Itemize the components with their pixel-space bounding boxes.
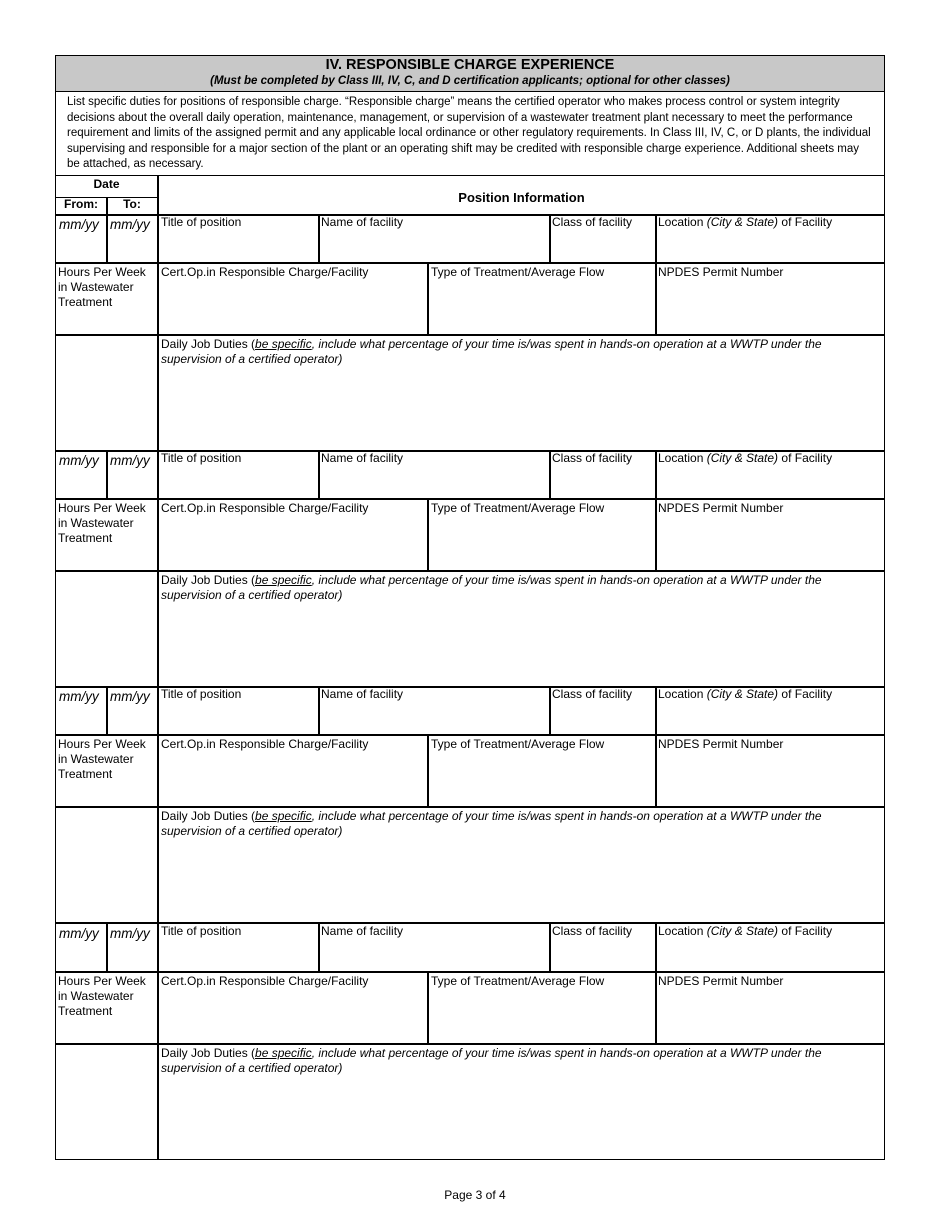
row-divider xyxy=(56,262,884,264)
duties-instructions: , include what percentage of your time is/was spent in hands-on operation at a WWTP under the supervision of a certified operator) xyxy=(161,809,822,838)
from-date-field[interactable]: mm/yy xyxy=(59,926,99,941)
class-of-facility-field[interactable]: Class of facility xyxy=(552,451,633,465)
location-label: Location xyxy=(658,215,707,229)
location-city-state-label: (City & State) xyxy=(706,924,779,938)
location-field[interactable] xyxy=(656,215,883,262)
row-divider xyxy=(56,1043,884,1045)
row-divider xyxy=(56,334,884,336)
row-divider xyxy=(56,806,884,808)
to-header: To: xyxy=(123,197,141,211)
name-of-facility-field[interactable]: Name of facility xyxy=(321,451,404,465)
hours-per-week-label: Hours Per Week in Wastewater Treatment xyxy=(58,265,146,309)
location-city-state-label: (City & State) xyxy=(706,687,779,701)
daily-job-duties-field[interactable] xyxy=(159,337,881,447)
divider xyxy=(106,924,108,972)
location-label: Location xyxy=(658,687,707,701)
type-of-treatment-field[interactable]: Type of Treatment/Average Flow xyxy=(431,974,605,988)
type-of-treatment-field[interactable]: Type of Treatment/Average Flow xyxy=(431,501,605,515)
section-header xyxy=(56,56,884,92)
duties-instructions: , include what percentage of your time is/was spent in hands-on operation at a WWTP under the supervision of a certified operator) xyxy=(161,1046,822,1075)
row-divider xyxy=(56,734,884,736)
title-of-position-field[interactable]: Title of position xyxy=(161,687,242,701)
cert-op-field[interactable]: Cert.Op.in Responsible Charge/Facility xyxy=(161,737,369,751)
location-field[interactable] xyxy=(656,687,883,734)
instructions-text: List specific duties for positions of responsible charge. “Responsible charge” means the certified operator who makes process control or system integrity decisions about the overall daily operation, maintenance, management, or supervision of a wastewater treatment plant necessary to meet the performance requirement and limits of the assigned permit and any applicable local ordinance or other regulatory requirements. In Class III, IV, C, or D plants, the individual supervising and responsible for a major section of the plant or an operating shift may be credited with responsible charge experience. Additional sheets may be attached, as necessary. xyxy=(56,92,884,176)
title-of-position-field[interactable]: Title of position xyxy=(161,924,242,938)
location-field[interactable] xyxy=(656,924,883,971)
from-date-field[interactable]: mm/yy xyxy=(59,217,99,232)
location-suffix-label: of Facility xyxy=(778,924,833,938)
divider xyxy=(106,451,108,499)
cert-op-field[interactable]: Cert.Op.in Responsible Charge/Facility xyxy=(161,974,369,988)
location-label: Location xyxy=(658,924,707,938)
duties-be-specific: be specific xyxy=(255,1046,312,1060)
npdes-permit-field[interactable]: NPDES Permit Number xyxy=(658,974,784,988)
duties-instructions: , include what percentage of your time is/was spent in hands-on operation at a WWTP under the supervision of a certified operator) xyxy=(161,337,822,366)
class-of-facility-field[interactable]: Class of facility xyxy=(552,215,633,229)
date-header: Date xyxy=(93,177,120,191)
daily-job-duties-field[interactable] xyxy=(159,809,881,919)
divider xyxy=(106,215,108,263)
row-divider xyxy=(56,570,884,572)
title-of-position-field[interactable]: Title of position xyxy=(161,451,242,465)
class-of-facility-field[interactable]: Class of facility xyxy=(552,687,633,701)
hours-per-week-label: Hours Per Week in Wastewater Treatment xyxy=(58,974,146,1018)
location-suffix-label: of Facility xyxy=(778,215,833,229)
position-information-header: Position Information xyxy=(458,190,585,205)
divider xyxy=(106,687,108,735)
section-title: IV. RESPONSIBLE CHARGE EXPERIENCE xyxy=(325,57,615,73)
from-header: From: xyxy=(64,197,98,211)
row-divider xyxy=(56,498,884,500)
to-date-field[interactable]: mm/yy xyxy=(110,689,150,704)
duties-label: Daily Job Duties ( xyxy=(161,809,256,823)
section-subtitle: (Must be completed by Class III, IV, C, and D certification applicants; optional for other classes) xyxy=(210,75,730,87)
from-to-divider xyxy=(106,197,108,215)
responsible-charge-form xyxy=(55,55,885,1160)
location-label: Location xyxy=(658,451,707,465)
duties-be-specific: be specific xyxy=(255,573,312,587)
class-of-facility-field[interactable]: Class of facility xyxy=(552,924,633,938)
duties-be-specific: be specific xyxy=(255,337,312,351)
daily-job-duties-field[interactable] xyxy=(159,573,881,683)
cert-op-field[interactable]: Cert.Op.in Responsible Charge/Facility xyxy=(161,265,369,279)
npdes-permit-field[interactable]: NPDES Permit Number xyxy=(658,265,784,279)
hours-per-week-label: Hours Per Week in Wastewater Treatment xyxy=(58,737,146,781)
page-number: Page 3 of 4 xyxy=(444,1188,506,1202)
location-city-state-label: (City & State) xyxy=(706,451,779,465)
npdes-permit-field[interactable]: NPDES Permit Number xyxy=(658,737,784,751)
from-date-field[interactable]: mm/yy xyxy=(59,453,99,468)
duties-instructions: , include what percentage of your time is/was spent in hands-on operation at a WWTP under the supervision of a certified operator) xyxy=(161,573,822,602)
duties-label: Daily Job Duties ( xyxy=(161,1046,256,1060)
npdes-permit-field[interactable]: NPDES Permit Number xyxy=(658,501,784,515)
location-city-state-label: (City & State) xyxy=(706,215,779,229)
name-of-facility-field[interactable]: Name of facility xyxy=(321,215,404,229)
row-divider xyxy=(56,971,884,973)
name-of-facility-field[interactable]: Name of facility xyxy=(321,924,404,938)
type-of-treatment-field[interactable]: Type of Treatment/Average Flow xyxy=(431,737,605,751)
to-date-field[interactable]: mm/yy xyxy=(110,217,150,232)
location-field[interactable] xyxy=(656,451,883,498)
title-of-position-field[interactable]: Title of position xyxy=(161,215,242,229)
location-suffix-label: of Facility xyxy=(778,687,833,701)
duties-label: Daily Job Duties ( xyxy=(161,573,256,587)
name-of-facility-field[interactable]: Name of facility xyxy=(321,687,404,701)
duties-be-specific: be specific xyxy=(255,809,312,823)
hours-per-week-label: Hours Per Week in Wastewater Treatment xyxy=(58,501,146,545)
duties-label: Daily Job Duties ( xyxy=(161,337,256,351)
type-of-treatment-field[interactable]: Type of Treatment/Average Flow xyxy=(431,265,605,279)
daily-job-duties-field[interactable] xyxy=(159,1046,881,1156)
to-date-field[interactable]: mm/yy xyxy=(110,453,150,468)
from-date-field[interactable]: mm/yy xyxy=(59,689,99,704)
cert-op-field[interactable]: Cert.Op.in Responsible Charge/Facility xyxy=(161,501,369,515)
location-suffix-label: of Facility xyxy=(778,451,833,465)
to-date-field[interactable]: mm/yy xyxy=(110,926,150,941)
